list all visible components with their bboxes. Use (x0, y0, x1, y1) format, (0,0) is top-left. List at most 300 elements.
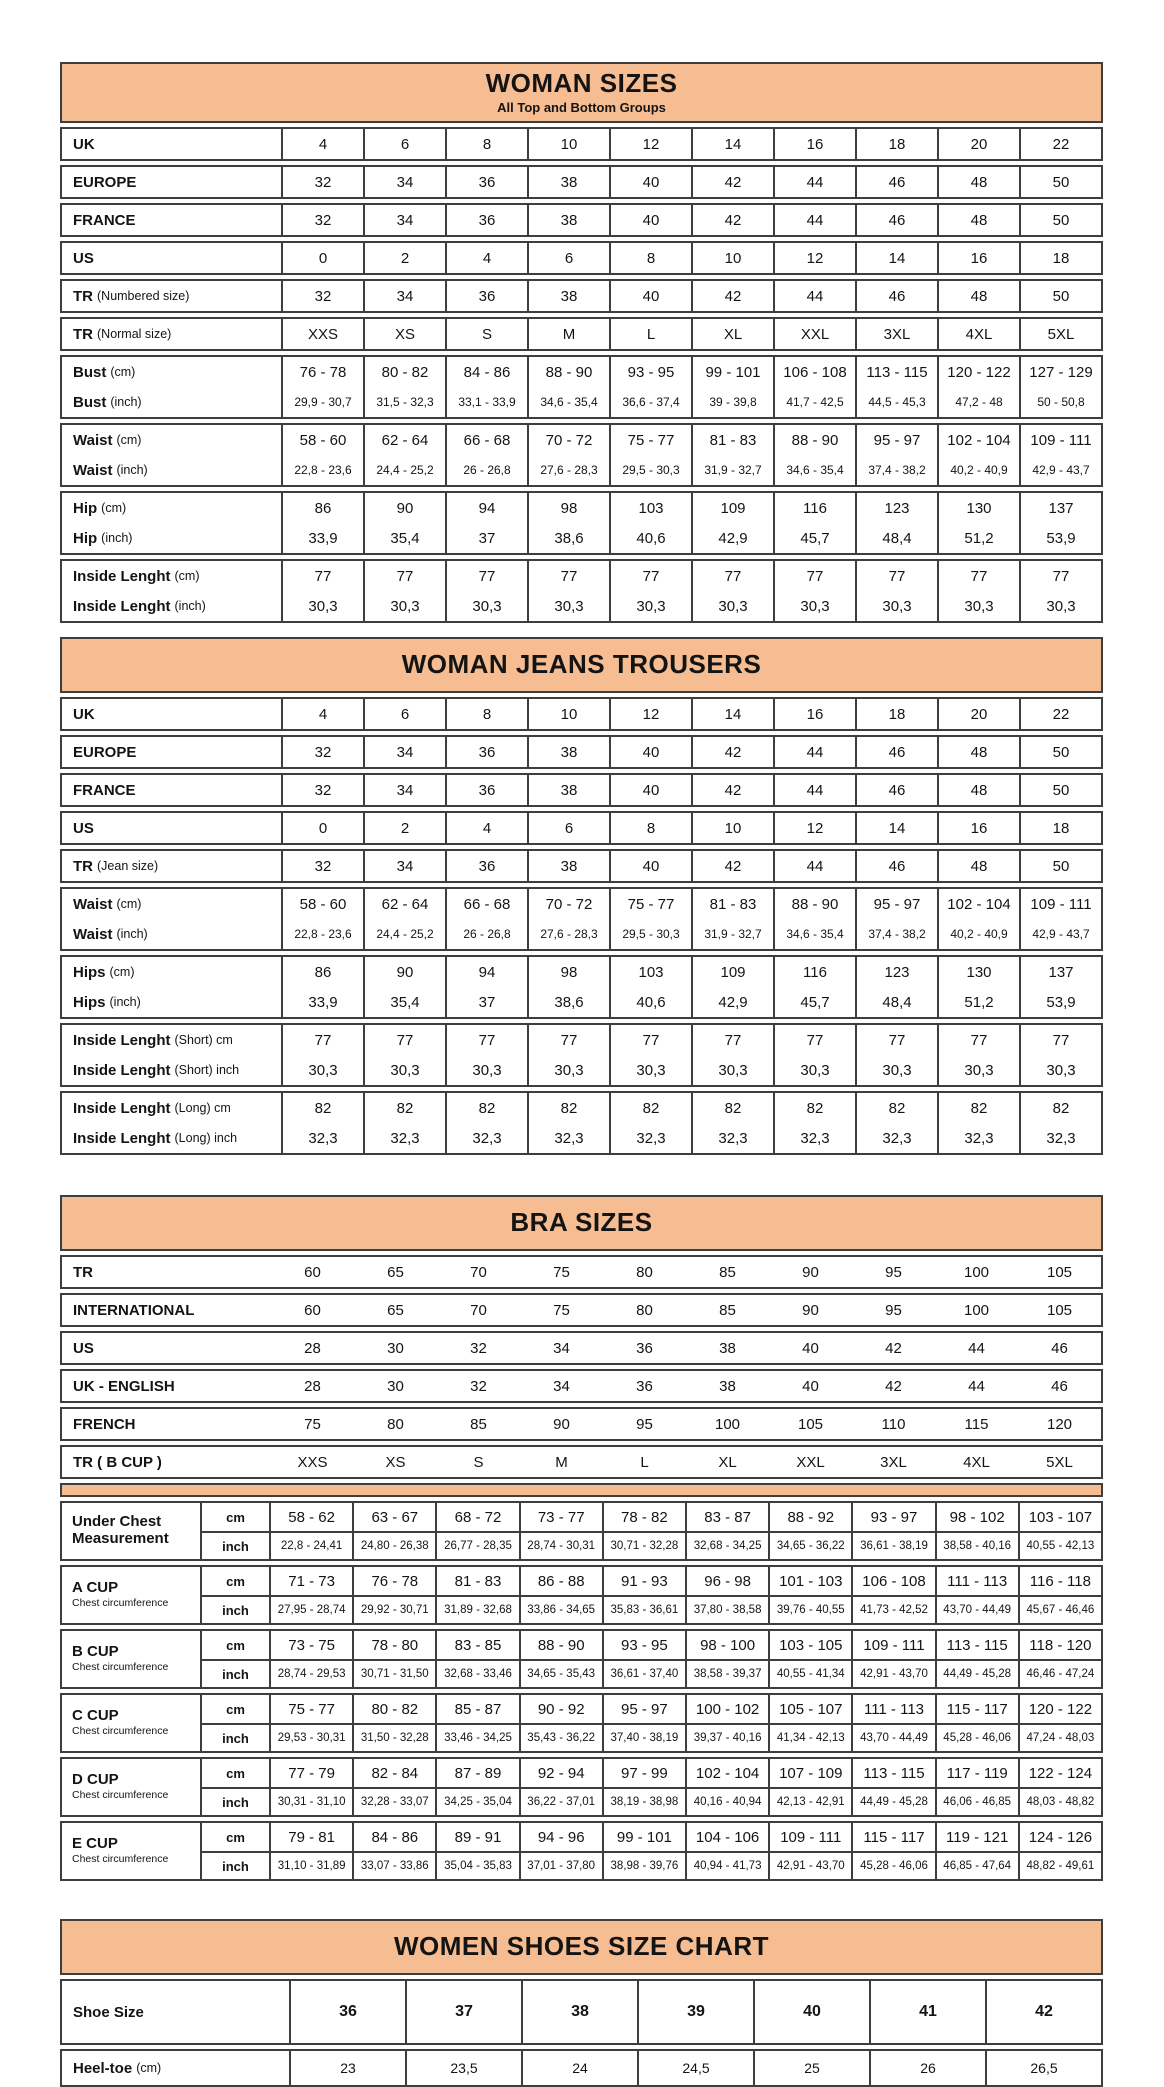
size-cell: 45,28 - 46,06 (851, 1853, 934, 1879)
size-cell: 16 (937, 243, 1019, 273)
size-cell: 36 (445, 775, 527, 805)
size-cell: 35,4 (363, 523, 445, 553)
size-cell: 99 - 101 (691, 357, 773, 387)
table-row-group (60, 1369, 1103, 1403)
size-cell: L (640, 1453, 649, 1471)
table-row-group (60, 887, 1103, 951)
size-cell: 42 (885, 1377, 902, 1395)
size-cell: 109 - 111 (768, 1823, 851, 1853)
row-label: US (73, 249, 94, 267)
size-cell: 42 (691, 737, 773, 767)
size-cell: 30 (387, 1377, 404, 1395)
row-label: Waist (inch) (73, 461, 148, 479)
size-cell: 29,5 - 30,3 (609, 455, 691, 485)
size-cell: 38 (527, 775, 609, 805)
size-cell: 27,6 - 28,3 (527, 455, 609, 485)
size-cell: 119 - 121 (935, 1823, 1018, 1853)
size-cell: 38 (527, 167, 609, 197)
table-row-group (60, 773, 1103, 807)
size-cell: 4XL (963, 1453, 990, 1471)
size-cell: 34,6 - 35,4 (773, 919, 855, 949)
table-row (62, 1123, 1101, 1153)
table-row-group (60, 317, 1103, 351)
size-cell: 34,6 - 35,4 (773, 455, 855, 485)
size-cell: 5XL (1019, 319, 1101, 349)
table-row-group (60, 2049, 1103, 2087)
size-cell: 46,46 - 47,24 (1018, 1661, 1101, 1687)
size-cell: 30,3 (855, 591, 937, 621)
table-row-group (60, 849, 1103, 883)
size-cell: 31,89 - 32,68 (435, 1597, 518, 1623)
size-cell: 41,34 - 42,13 (768, 1725, 851, 1751)
table-row (62, 357, 1101, 387)
size-cell: 51,2 (937, 987, 1019, 1017)
size-cell: 85 - 87 (435, 1695, 518, 1725)
size-cell: 6 (527, 243, 609, 273)
row-label: A CUP Chest circumference (72, 1579, 169, 1610)
row-label: Waist (cm) (73, 431, 142, 449)
bra-cups-body (60, 1501, 1103, 1881)
size-cell: 40,2 - 40,9 (937, 919, 1019, 949)
row-label: TR (Jean size) (73, 857, 159, 875)
size-cell: 88 - 90 (773, 889, 855, 919)
size-cell: 8 (445, 129, 527, 159)
size-cell: 48,03 - 48,82 (1018, 1789, 1101, 1815)
size-cell: 39 - 39,8 (691, 387, 773, 417)
size-cell: 38 (719, 1377, 736, 1395)
cup-grid (62, 1759, 1101, 1815)
table-row (62, 1295, 1101, 1325)
size-cell: 37 (445, 987, 527, 1017)
size-cell: 103 - 105 (768, 1631, 851, 1661)
size-cell: 36 (636, 1377, 653, 1395)
size-cell: 30,3 (1019, 1055, 1101, 1085)
size-cell: 113 - 115 (935, 1631, 1018, 1661)
size-cell: 95 (885, 1301, 902, 1319)
size-cell: 12 (609, 129, 691, 159)
size-cell: 35,4 (363, 987, 445, 1017)
row-label: Hips (inch) (73, 993, 141, 1011)
size-cell: 102 - 104 (937, 425, 1019, 455)
size-cell: 10 (527, 129, 609, 159)
row-label: D CUP Chest circumference (72, 1771, 169, 1802)
row-label: Hips (cm) (73, 963, 135, 981)
size-cell: 81 - 83 (435, 1567, 518, 1597)
size-cell: XL (718, 1453, 737, 1471)
size-cell: 36,61 - 37,40 (602, 1661, 685, 1687)
size-cell: 23 (289, 2051, 405, 2085)
size-cell: 80 - 82 (363, 357, 445, 387)
size-cell: 60 (304, 1263, 321, 1281)
row-label: Bust (cm) (73, 363, 136, 381)
size-cell: 16 (773, 129, 855, 159)
size-cell: 6 (363, 699, 445, 729)
size-cell: 34 (553, 1377, 570, 1395)
size-cell: 4 (281, 699, 363, 729)
table-row-group (60, 165, 1103, 199)
size-cell: 82 (855, 1093, 937, 1123)
row-label: TR ( B CUP ) (73, 1453, 162, 1471)
size-cell: 28,74 - 30,31 (519, 1533, 602, 1559)
size-cell: 23,5 (405, 2051, 521, 2085)
size-cell: 46 (855, 775, 937, 805)
size-cell: 32,68 - 33,46 (435, 1661, 518, 1687)
size-cell: 34,6 - 35,4 (527, 387, 609, 417)
size-cell: 30,3 (691, 591, 773, 621)
table-row-group (60, 1255, 1103, 1289)
size-cell: 40 (609, 737, 691, 767)
size-cell: 34 (363, 737, 445, 767)
table-title: BRA SIZES (510, 1207, 653, 1238)
unit-cell: inch (200, 1533, 269, 1559)
size-cell: 42 (985, 1981, 1101, 2043)
size-cell: 12 (773, 813, 855, 843)
size-cell: 46 (1051, 1377, 1068, 1395)
table-row (62, 775, 1101, 805)
size-cell: 30,71 - 32,28 (602, 1533, 685, 1559)
row-label: Heel-toe (cm) (73, 2059, 162, 2077)
size-cell: 30,3 (1019, 591, 1101, 621)
size-cell: XXS (281, 319, 363, 349)
row-label: Inside Lenght (Short) inch (73, 1061, 240, 1079)
size-cell: 38,6 (527, 987, 609, 1017)
size-cell: 29,53 - 30,31 (269, 1725, 352, 1751)
size-cell: 16 (773, 699, 855, 729)
size-cell: 113 - 115 (855, 357, 937, 387)
size-cell: 29,9 - 30,7 (281, 387, 363, 417)
size-chart-page (60, 0, 1103, 2087)
size-cell: 22,8 - 23,6 (281, 455, 363, 485)
row-label: FRANCE (73, 211, 136, 229)
row-label: Under Chest Measurement (72, 1513, 169, 1547)
size-cell: 82 (609, 1093, 691, 1123)
table-row (62, 1093, 1101, 1123)
size-cell: 127 - 129 (1019, 357, 1101, 387)
unit-cell: cm (200, 1631, 269, 1661)
size-cell: 48,4 (855, 987, 937, 1017)
size-cell: 37,4 - 38,2 (855, 455, 937, 485)
size-cell: 77 (691, 1025, 773, 1055)
size-cell: 76 - 78 (281, 357, 363, 387)
size-cell: 32,3 (281, 1123, 363, 1153)
table-subtitle: All Top and Bottom Groups (497, 99, 666, 115)
row-label: Inside Lenght (Short) cm (73, 1031, 233, 1049)
size-cell: 30,3 (773, 1055, 855, 1085)
size-cell: 41,7 - 42,5 (773, 387, 855, 417)
size-cell: 42,91 - 43,70 (768, 1853, 851, 1879)
size-cell: 110 (881, 1415, 906, 1433)
size-cell: 27,6 - 28,3 (527, 919, 609, 949)
size-cell: 20 (937, 129, 1019, 159)
row-label: C CUP Chest circumference (72, 1707, 169, 1738)
size-cell: 90 (363, 493, 445, 523)
size-cell: 115 - 117 (851, 1823, 934, 1853)
size-cell: 22 (1019, 129, 1101, 159)
size-cell: 94 - 96 (519, 1823, 602, 1853)
row-label: UK (73, 705, 95, 723)
size-cell: 32,3 (609, 1123, 691, 1153)
size-cell: 88 - 90 (519, 1631, 602, 1661)
size-cell: 98 (527, 957, 609, 987)
size-cell: 26 - 26,8 (445, 455, 527, 485)
size-cell: 66 - 68 (445, 425, 527, 455)
size-cell: 43,70 - 44,49 (935, 1597, 1018, 1623)
size-cell: 44 (773, 281, 855, 311)
size-cell: 31,9 - 32,7 (691, 455, 773, 485)
size-cell: 130 (937, 957, 1019, 987)
bra-table (60, 1195, 1103, 1881)
row-label: B CUP Chest circumference (72, 1643, 169, 1674)
size-cell: 38 (527, 737, 609, 767)
size-cell: 48 (937, 737, 1019, 767)
size-cell: 95 - 97 (855, 425, 937, 455)
bra-body (60, 1255, 1103, 1479)
size-cell: 38,58 - 40,16 (935, 1533, 1018, 1559)
size-cell: 32 (281, 737, 363, 767)
size-cell: 88 - 90 (527, 357, 609, 387)
size-cell: 42,9 - 43,7 (1019, 919, 1101, 949)
size-cell: 82 (281, 1093, 363, 1123)
size-cell: 86 (281, 493, 363, 523)
size-cell: 38 (719, 1339, 736, 1357)
row-label: TR (73, 1263, 93, 1281)
size-cell: 123 (855, 957, 937, 987)
size-cell: 86 (281, 957, 363, 987)
size-cell: 77 (527, 1025, 609, 1055)
size-cell: 80 (636, 1263, 653, 1281)
row-label: TR (Numbered size) (73, 287, 190, 305)
size-cell: 46,06 - 46,85 (935, 1789, 1018, 1815)
size-cell: 77 (773, 1025, 855, 1055)
table-row (62, 1257, 1101, 1287)
size-cell: 45,7 (773, 523, 855, 553)
size-cell: 2 (363, 243, 445, 273)
size-cell: 46 (855, 851, 937, 881)
size-cell: 79 - 81 (269, 1823, 352, 1853)
jeans-body (60, 697, 1103, 1155)
size-cell: 77 (855, 561, 937, 591)
table-row-group (60, 355, 1103, 419)
size-cell: 34 (363, 281, 445, 311)
table-row-group (60, 955, 1103, 1019)
size-cell: 39,76 - 40,55 (768, 1597, 851, 1623)
size-cell: 33,9 (281, 987, 363, 1017)
size-cell: 66 - 68 (445, 889, 527, 919)
size-cell: 58 - 60 (281, 425, 363, 455)
size-cell: 30,3 (855, 1055, 937, 1085)
woman-sizes-body (60, 127, 1103, 623)
table-row (62, 1371, 1101, 1401)
size-cell: 32 (281, 167, 363, 197)
size-cell: 109 (691, 493, 773, 523)
size-cell: 46,85 - 47,64 (935, 1853, 1018, 1879)
size-cell: 32,3 (527, 1123, 609, 1153)
size-cell: 46 (855, 205, 937, 235)
unit-cell: inch (200, 1789, 269, 1815)
size-cell: S (445, 319, 527, 349)
row-label: TR (Normal size) (73, 325, 172, 343)
size-cell: 46 (1051, 1339, 1068, 1357)
shoes-header (60, 1919, 1103, 1975)
row-label: Inside Lenght (inch) (73, 597, 206, 615)
size-cell: 39,37 - 40,16 (685, 1725, 768, 1751)
shoes-table (60, 1919, 1103, 2087)
size-cell: 93 - 95 (609, 357, 691, 387)
size-cell: 4 (445, 243, 527, 273)
size-cell: 113 - 115 (851, 1759, 934, 1789)
size-cell: 43,70 - 44,49 (851, 1725, 934, 1751)
size-cell: 32,3 (1019, 1123, 1101, 1153)
row-label: Inside Lenght (Long) cm (73, 1099, 231, 1117)
size-cell: 12 (609, 699, 691, 729)
size-cell: 50 (1019, 205, 1101, 235)
size-cell: 46 (855, 281, 937, 311)
size-cell: 3XL (880, 1453, 907, 1471)
size-cell: 28 (304, 1339, 321, 1357)
size-cell: 122 - 124 (1018, 1759, 1101, 1789)
size-cell: 93 - 97 (851, 1503, 934, 1533)
row-label: E CUP Chest circumference (72, 1835, 169, 1866)
unit-cell: inch (200, 1597, 269, 1623)
size-cell: 104 - 106 (685, 1823, 768, 1853)
row-label: Waist (cm) (73, 895, 142, 913)
size-cell: 77 (691, 561, 773, 591)
size-cell: 31,9 - 32,7 (691, 919, 773, 949)
size-cell: 34 (363, 167, 445, 197)
unit-cell: cm (200, 1567, 269, 1597)
size-cell: 62 - 64 (363, 425, 445, 455)
table-row (62, 813, 1101, 843)
size-cell: 32,3 (445, 1123, 527, 1153)
size-cell: 84 - 86 (352, 1823, 435, 1853)
size-cell: 20 (937, 699, 1019, 729)
size-cell: 32,3 (773, 1123, 855, 1153)
size-cell: 85 (719, 1263, 736, 1281)
size-cell: 33,46 - 34,25 (435, 1725, 518, 1751)
size-cell: 44 (773, 205, 855, 235)
size-cell: 44 (773, 167, 855, 197)
size-cell: 80 (636, 1301, 653, 1319)
size-cell: 40 (609, 851, 691, 881)
cup-grid (62, 1503, 1101, 1559)
table-row (62, 319, 1101, 349)
table-row (62, 1981, 1101, 2043)
size-cell: 32 (281, 205, 363, 235)
shoes-body (60, 1979, 1103, 2087)
cup-grid (62, 1567, 1101, 1623)
size-cell: 77 (445, 1025, 527, 1055)
size-cell: 88 - 92 (768, 1503, 851, 1533)
size-cell: 98 - 102 (935, 1503, 1018, 1533)
cup-group (60, 1629, 1103, 1689)
size-cell: 80 (387, 1415, 404, 1433)
row-label: INTERNATIONAL (73, 1301, 195, 1319)
table-row (62, 1055, 1101, 1085)
size-cell: 37,4 - 38,2 (855, 919, 937, 949)
size-cell: 102 - 104 (937, 889, 1019, 919)
size-cell: 86 - 88 (519, 1567, 602, 1597)
size-cell: 25 (753, 2051, 869, 2085)
table-row (62, 737, 1101, 767)
size-cell: 77 (281, 1025, 363, 1055)
size-cell: 83 - 87 (685, 1503, 768, 1533)
size-cell: 80 - 82 (352, 1695, 435, 1725)
size-cell: 40 (609, 205, 691, 235)
table-row-group (60, 1091, 1103, 1155)
size-cell: 105 (1046, 1263, 1073, 1281)
size-cell: 32 (281, 851, 363, 881)
cup-grid (62, 1695, 1101, 1751)
woman-sizes-header (60, 62, 1103, 123)
row-label: UK - ENGLISH (73, 1377, 175, 1395)
size-cell: 35,43 - 36,22 (519, 1725, 602, 1751)
size-cell: 36 (445, 281, 527, 311)
size-cell: 6 (363, 129, 445, 159)
size-cell: 14 (691, 129, 773, 159)
size-cell: 50 (1019, 775, 1101, 805)
size-cell: 75 - 77 (269, 1695, 352, 1725)
size-cell: 44,49 - 45,28 (935, 1661, 1018, 1687)
table-row (62, 957, 1101, 987)
size-cell: 111 - 113 (851, 1695, 934, 1725)
size-cell: 70 - 72 (527, 889, 609, 919)
table-title: WOMAN JEANS TROUSERS (401, 649, 762, 680)
size-cell: 137 (1019, 957, 1101, 987)
size-cell: 75 (304, 1415, 321, 1433)
size-cell: 82 - 84 (352, 1759, 435, 1789)
size-cell: 46 (855, 737, 937, 767)
size-cell: 48 (937, 281, 1019, 311)
size-cell: 45,28 - 46,06 (935, 1725, 1018, 1751)
size-cell: 48 (937, 851, 1019, 881)
size-cell: 30,3 (937, 591, 1019, 621)
size-cell: 38 (527, 205, 609, 235)
size-cell: 32 (470, 1377, 487, 1395)
size-cell: 111 - 113 (935, 1567, 1018, 1597)
size-cell: 33,07 - 33,86 (352, 1853, 435, 1879)
size-cell: 10 (691, 813, 773, 843)
size-cell: 2 (363, 813, 445, 843)
size-cell: 77 (527, 561, 609, 591)
size-cell: 29,92 - 30,71 (352, 1597, 435, 1623)
table-row (62, 919, 1101, 949)
size-cell: 36 (445, 737, 527, 767)
size-cell: 36 (445, 205, 527, 235)
table-row-group (60, 423, 1103, 487)
size-cell: 82 (937, 1093, 1019, 1123)
size-cell: 103 (609, 957, 691, 987)
size-cell: 48 (937, 205, 1019, 235)
row-label: FRANCE (73, 781, 136, 799)
size-cell: 106 - 108 (851, 1567, 934, 1597)
size-cell: 90 (802, 1301, 819, 1319)
size-cell: 63 - 67 (352, 1503, 435, 1533)
size-cell: 50 (1019, 851, 1101, 881)
size-cell: 30 (387, 1339, 404, 1357)
unit-cell: inch (200, 1853, 269, 1879)
size-cell: 37,40 - 38,19 (602, 1725, 685, 1751)
size-cell: 77 (609, 561, 691, 591)
size-cell: 32,3 (937, 1123, 1019, 1153)
size-cell: 99 - 101 (602, 1823, 685, 1853)
size-cell: 32 (281, 281, 363, 311)
row-label: Bust (inch) (73, 393, 142, 411)
size-cell: 33,1 - 33,9 (445, 387, 527, 417)
size-cell: 84 - 86 (445, 357, 527, 387)
size-cell: 24,4 - 25,2 (363, 919, 445, 949)
size-cell: 75 - 77 (609, 889, 691, 919)
size-cell: 14 (855, 813, 937, 843)
